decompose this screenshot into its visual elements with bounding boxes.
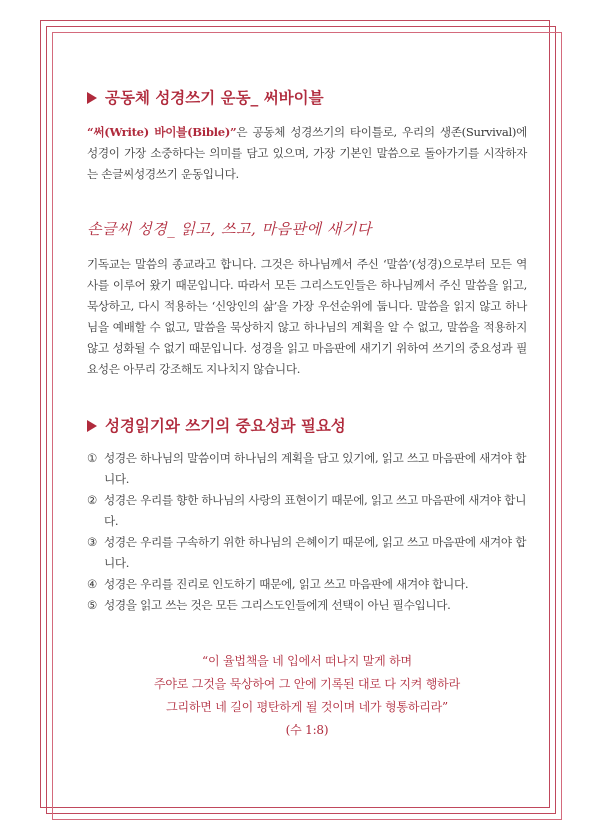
word-religion-paragraph: 기독교는 말씀의 종교라고 합니다. 그것은 하나님께서 주신 ‘말씀’(성경)으로부터 모든 역사를 이루어 왔기 때문입니다. 따라서 모든 그리스도인들은 하나님께서 주신 말씀을 읽고, 묵상하고, 다시 적용하는 ‘신앙인의 삶’을 가장 우선순위에 둡니다. 말씀을 읽지 않고 하나님을 예배할 수 없고, 말씀을 묵상하지 않고 하나님의 계획을 알 수 없고, 말씀을 적용하지 않고 성화될 수 없기 때문입니다. 성경을 읽고 마음판에 새기기 위하여 쓰기의 중요성과 필요성은 아무리 강조해도 지나치지 않습니다.	[87, 257, 527, 376]
list-number: ⑤	[87, 598, 98, 612]
triangle-bullet-icon	[87, 92, 97, 104]
quote-line: 주야로 그것을 묵상하여 그 안에 기록된 대로 다 지켜 행하라	[154, 677, 460, 691]
list-text: 성경을 읽고 쓰는 것은 모든 그리스도인들에게 선택이 아닌 필수입니다.	[104, 598, 451, 612]
section-heading-text: 공동체 성경쓰기 운동_ 써바이블	[105, 89, 324, 107]
intro-text: 은 공동체 성경쓰기의 타이틀로, 우리의 생존(Survival)에 성경이 가장 소중하다는 의미를 담고 있으며, 가장 기본인 말씀으로 돌아가기를 시작하자는 손글씨성경쓰기 운동입니다.	[87, 125, 527, 181]
list-number: ②	[87, 493, 98, 507]
section-heading-survival-bible	[87, 86, 324, 108]
quote-line: 그리하면 네 길이 평탄하게 될 것이며 네가 형통하리라”	[166, 700, 448, 714]
importance-list	[87, 448, 527, 616]
list-text: 성경은 우리를 구속하기 위한 하나님의 은혜이기 때문에, 읽고 쓰고 마음판에 새겨야 합니다.	[104, 535, 527, 570]
list-text: 성경은 하나님의 말씀이며 하나님의 계획을 담고 있기에, 읽고 쓰고 마음판에 새겨야 합니다.	[104, 451, 527, 486]
scripture-quote	[87, 650, 527, 742]
list-item	[87, 574, 527, 595]
list-number: ④	[87, 577, 98, 591]
intro-paragraph	[87, 122, 527, 185]
list-item	[87, 448, 527, 490]
list-item	[87, 595, 527, 616]
section-heading-text: 성경읽기와 쓰기의 중요성과 필요성	[105, 417, 346, 435]
quote-line: “이 율법책을 네 입에서 떠나지 말게 하며	[202, 654, 412, 668]
list-number: ③	[87, 535, 98, 549]
section-heading-importance	[87, 414, 346, 436]
triangle-bullet-icon	[87, 420, 97, 432]
list-item	[87, 532, 527, 574]
list-text: 성경은 우리를 향한 하나님의 사랑의 표현이기 때문에, 읽고 쓰고 마음판에 새겨야 합니다.	[104, 493, 527, 528]
list-text: 성경은 우리를 진리로 인도하기 때문에, 읽고 쓰고 마음판에 새겨야 합니다.	[104, 577, 469, 591]
list-number: ①	[87, 451, 98, 465]
bible-title-highlight: “써(Write) 바이블(Bible)”	[87, 125, 237, 139]
quote-reference: (수 1:8)	[285, 723, 329, 737]
handwriting-subtitle: 손글씨 성경_ 읽고, 쓰고, 마음판에 새기다	[87, 220, 372, 238]
list-item	[87, 490, 527, 532]
